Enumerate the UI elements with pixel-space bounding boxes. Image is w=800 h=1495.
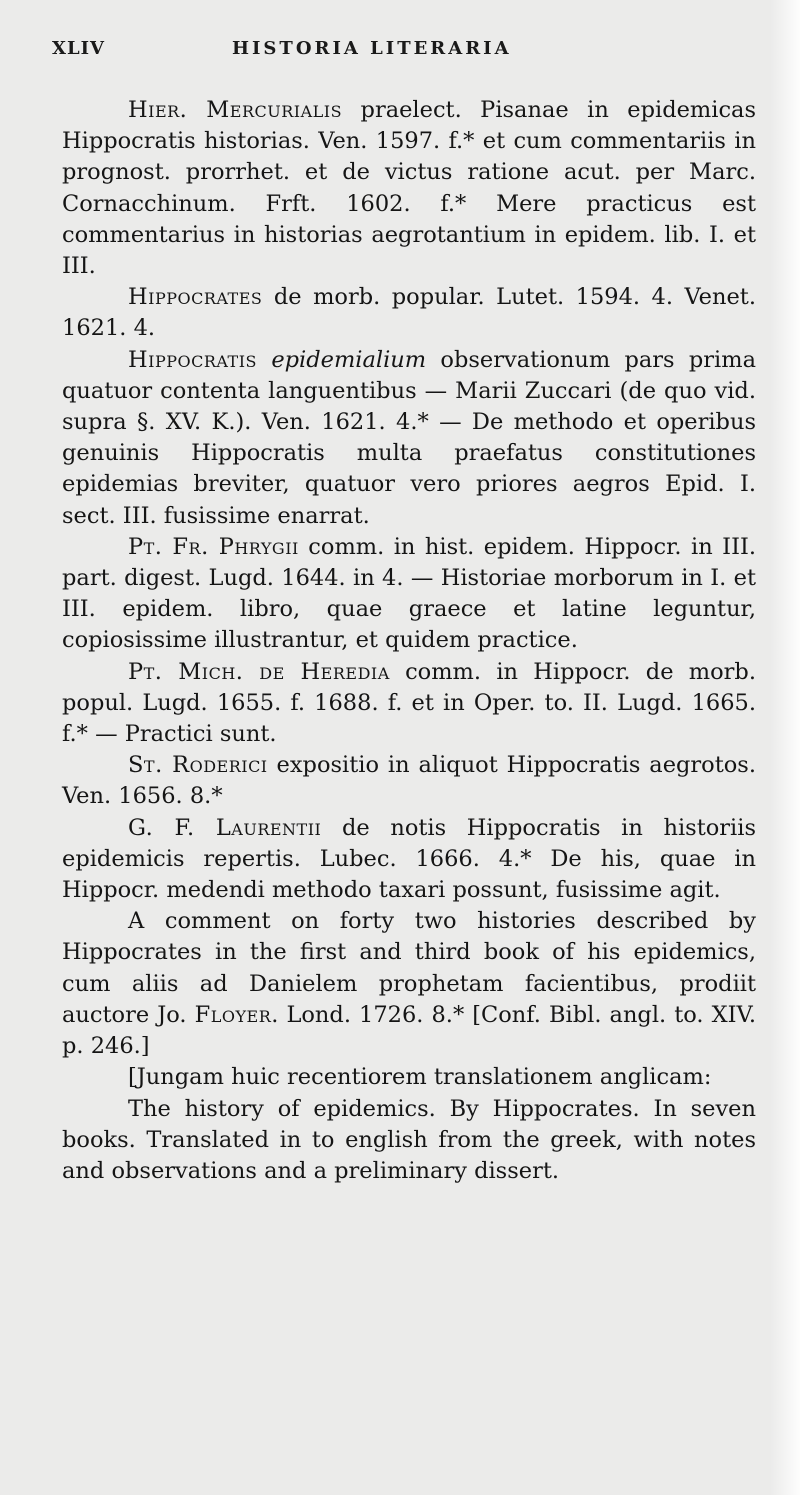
author-name: Pt. Mich. de Heredia	[128, 658, 390, 685]
paragraph	[62, 95, 756, 282]
paragraph	[62, 345, 756, 532]
paragraph	[62, 1062, 756, 1093]
author-name: St. Roderici	[128, 752, 268, 779]
paragraph	[62, 657, 756, 751]
page-number: XLIV	[52, 38, 106, 59]
author-name: Hippocratis	[128, 346, 258, 373]
author-name: Hier. Mercurialis	[128, 97, 343, 123]
body-text	[62, 95, 756, 1187]
author-name: Pt. Fr. Phrygii	[128, 533, 299, 560]
author-name: G. F. Laurentii	[128, 814, 322, 841]
paragraph	[62, 750, 756, 812]
paragraph-text: A comment on forty two histories described by Hippocrates in the first and third book of his epidemics, cum aliis ad Danielem prophetam facientibus, prodiit auctore Jo.	[62, 908, 756, 1028]
paragraph-text: [Jungam huic recentiorem translationem anglicam:	[128, 1064, 712, 1091]
page-edge-shading	[770, 0, 800, 1495]
paragraph	[62, 906, 756, 1062]
paragraph-text: The history of epidemics. By Hippocrates. In seven books. Translated in to english from the greek, with notes and observations and a preliminary dissert.	[62, 1095, 756, 1184]
running-title: HISTORIA LITERARIA	[232, 38, 512, 59]
paragraph-text: de notis Hippocratis in historiis epidemicis repertis. Lubec. 1666. 4.* De his, quae in Hippocr. medendi methodo taxari possunt, fusissime agit.	[62, 814, 756, 904]
paragraph-text: de morb. popular. Lutet. 1594. 4. Venet. 1621. 4.	[62, 284, 756, 342]
page-header	[52, 38, 748, 68]
paragraph	[62, 282, 756, 344]
paragraph-text: observationum pars prima quatuor contenta languentibus — Marii Zuccari (de quo vid. supra §. XV. K.). Ven. 1621. 4.* — De methodo et operibus genuinis Hippocratis multa praefatus constitutiones epidemias breviter, quatuor vero priores aegros Epid. I. sect. III. fusissime enarrat.	[62, 346, 756, 529]
paragraph-text: comm. in Hippocr. de morb. popul. Lugd. 1655. f. 1688. f. et in Oper. to. II. Lugd. 1665. f.* — Practici sunt.	[62, 658, 756, 748]
paragraph-text: comm. in hist. epidem. Hippocr. in III. part. digest. Lugd. 1644. in 4. — Historiae morborum in I. et III. epidem. libro, quae graece et latine leguntur, copiosissime illustrantur, et quidem practice.	[62, 533, 756, 654]
paragraph-text: praelect. Pisanae in epidemicas Hippocratis historias. Ven. 1597. f.* et cum commentariis in prognost. prorrhet. et de victus ratione acut. per Marc. Cornacchinum. Frft. 1602. f.* Mere practicus est commentarius in historias aegrotantium in epidem. lib. I. et III.	[62, 97, 757, 280]
paragraph-tail: . Lond. 1726. 8.* [Conf. Bibl. angl. to. XIV. p. 246.]	[62, 1001, 756, 1060]
paragraph-text: expositio in aliquot Hippocratis aegrotos. Ven. 1656. 8.*	[62, 752, 757, 810]
italic-title: epidemialium	[271, 346, 427, 373]
paragraph	[62, 813, 756, 907]
paragraph	[62, 1094, 756, 1188]
author-name: Hippocrates	[128, 284, 263, 311]
author-name: Floyer	[194, 1001, 272, 1028]
paragraph	[62, 532, 756, 657]
